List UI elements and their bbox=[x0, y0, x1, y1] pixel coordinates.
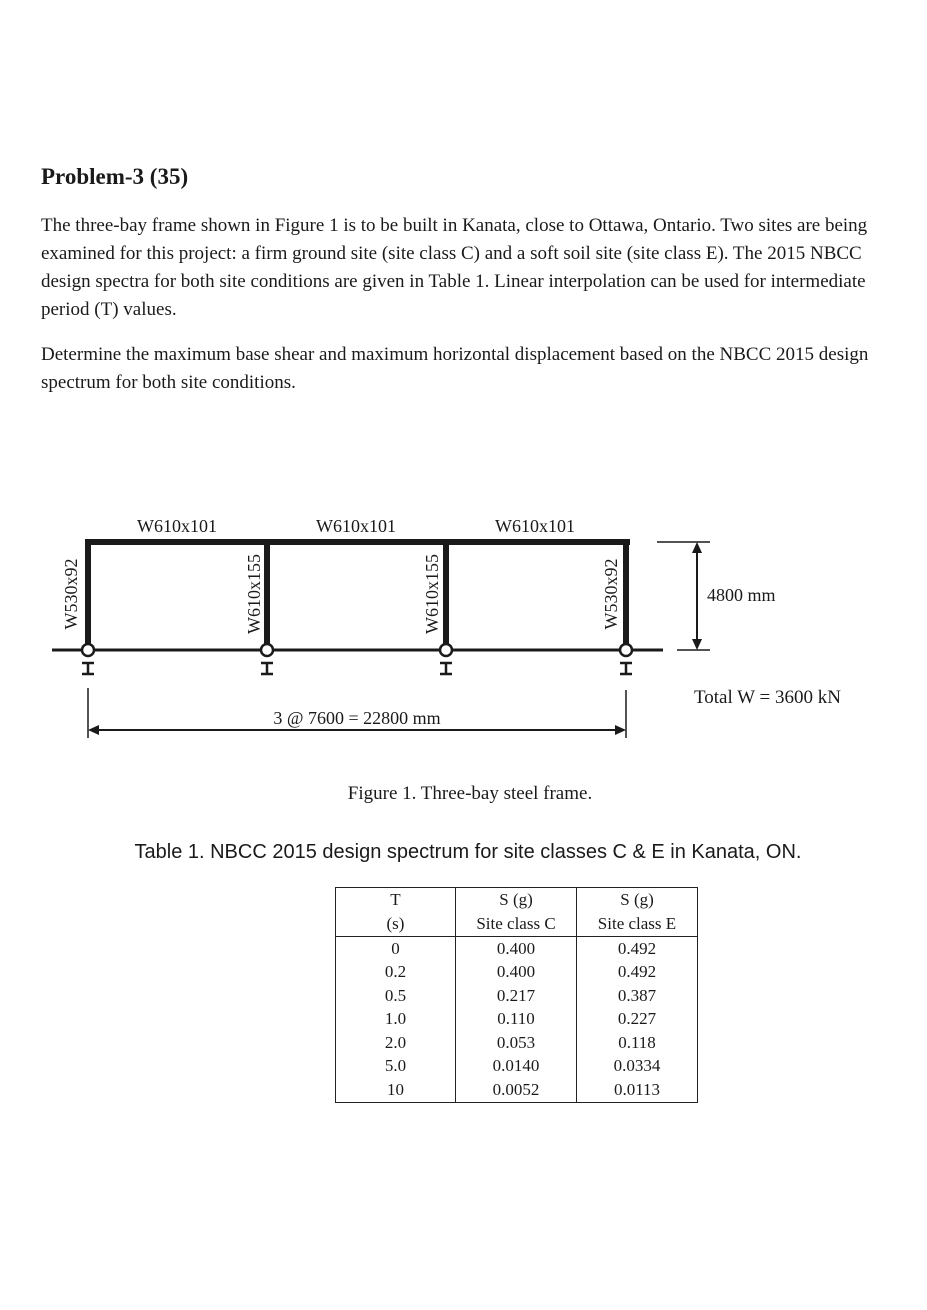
beam-label-3: W610x101 bbox=[495, 516, 575, 536]
pin-support-4 bbox=[620, 644, 632, 674]
pin-support-2 bbox=[261, 644, 273, 674]
cell-period: 10 bbox=[336, 1078, 456, 1102]
header-period-unit: (s) bbox=[336, 912, 456, 937]
header-site-e-label: Site class E bbox=[577, 912, 698, 937]
cell-site-e: 0.0113 bbox=[577, 1078, 698, 1102]
cell-site-e: 0.492 bbox=[577, 937, 698, 961]
column-label-2: W610x155 bbox=[244, 554, 264, 634]
cell-site-e: 0.118 bbox=[577, 1031, 698, 1055]
table-row bbox=[336, 1031, 698, 1055]
height-label: 4800 mm bbox=[707, 585, 776, 605]
table-row bbox=[336, 1078, 698, 1102]
header-period: T bbox=[336, 888, 456, 913]
height-dimension bbox=[657, 542, 710, 650]
cell-site-c: 0.110 bbox=[456, 1008, 577, 1032]
cell-period: 0 bbox=[336, 937, 456, 961]
figure-caption: Figure 1. Three-bay steel frame. bbox=[347, 783, 593, 804]
cell-period: 0.5 bbox=[336, 984, 456, 1008]
pin-support-3 bbox=[440, 644, 452, 674]
table-header-row bbox=[336, 912, 698, 937]
table-row bbox=[336, 1055, 698, 1079]
problem-task: Determine the maximum base shear and maximum horizontal displacement based on the NBCC 2015 design spectrum for both site conditions. bbox=[41, 344, 869, 393]
cell-site-e: 0.0334 bbox=[577, 1055, 698, 1079]
column-label-1: W530x92 bbox=[61, 558, 81, 630]
cell-site-c: 0.217 bbox=[456, 984, 577, 1008]
beam-label-1: W610x101 bbox=[137, 516, 217, 536]
cell-period: 5.0 bbox=[336, 1055, 456, 1079]
table-row bbox=[336, 961, 698, 985]
table-caption: Table 1. NBCC 2015 design spectrum for site classes C & E in Kanata, ON. bbox=[134, 841, 802, 863]
column-label-3: W610x155 bbox=[422, 554, 442, 634]
cell-site-c: 0.053 bbox=[456, 1031, 577, 1055]
cell-site-c: 0.400 bbox=[456, 961, 577, 985]
cell-site-c: 0.0140 bbox=[456, 1055, 577, 1079]
span-label: 3 @ 7600 = 22800 mm bbox=[273, 708, 441, 728]
table-row bbox=[336, 1008, 698, 1032]
cell-site-e: 0.227 bbox=[577, 1008, 698, 1032]
cell-site-c: 0.0052 bbox=[456, 1078, 577, 1102]
header-site-c-label: Site class C bbox=[456, 912, 577, 937]
table-header-row bbox=[336, 888, 698, 913]
total-weight-label: Total W = 3600 kN bbox=[694, 687, 841, 708]
beam-label-2: W610x101 bbox=[316, 516, 396, 536]
cell-site-c: 0.400 bbox=[456, 937, 577, 961]
table-row bbox=[336, 984, 698, 1008]
header-site-c: S (g) bbox=[456, 888, 577, 913]
three-bay-frame-figure bbox=[0, 500, 927, 760]
problem-title: Problem-3 (35) bbox=[41, 164, 189, 189]
cell-period: 1.0 bbox=[336, 1008, 456, 1032]
pin-support-1 bbox=[82, 644, 94, 674]
design-spectrum-table bbox=[335, 887, 698, 1103]
column-label-4: W530x92 bbox=[601, 558, 621, 630]
table-row bbox=[336, 937, 698, 961]
cell-site-e: 0.387 bbox=[577, 984, 698, 1008]
cell-period: 2.0 bbox=[336, 1031, 456, 1055]
problem-statement: The three-bay frame shown in Figure 1 is to be built in Kanata, close to Ottawa, Ontario. Two sites are being examined for this project: a firm ground site (site class C) and a soft soil site (site class E). The 2015 NBCC design spectra for both site conditions are given in Table 1. Linear interpolation can be used for intermediate period (T) values. bbox=[41, 215, 868, 320]
cell-site-e: 0.492 bbox=[577, 961, 698, 985]
cell-period: 0.2 bbox=[336, 961, 456, 985]
header-site-e: S (g) bbox=[577, 888, 698, 913]
